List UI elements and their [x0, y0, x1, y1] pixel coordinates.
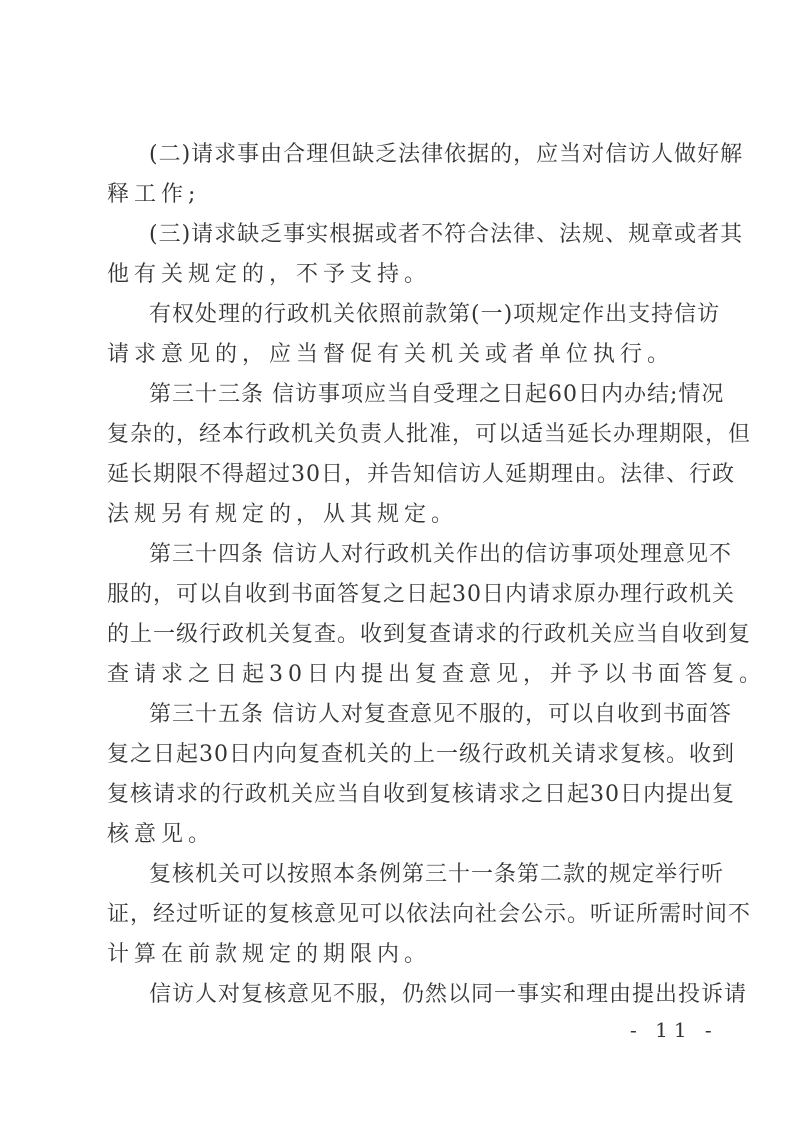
text-line: 延长期限不得超过30日，并告知信访人延期理由。法律、行政 [107, 462, 735, 487]
text-line: 第三十五条 信访人对复查意见不服的，可以自收到书面答 [149, 702, 732, 727]
text-line: 释工作; [107, 182, 201, 207]
text-line: 复核机关可以按照本条例第三十一条第二款的规定举行听 [149, 862, 725, 887]
text-line: 计算在前款规定的期限内。 [107, 942, 432, 967]
text-line: 有权处理的行政机关依照前款第(一)项规定作出支持信访 [149, 302, 721, 327]
text-line: 查请求之日起30日内提出复查意见，并予以书面答复。 [107, 662, 766, 687]
text-line: (二)请求事由合理但缺乏法律依据的，应当对信访人做好解 [149, 142, 744, 167]
text-line: 服的，可以自收到书面答复之日起30日内请求原办理行政机关 [107, 582, 735, 607]
page-number: - 11 - [630, 1018, 718, 1042]
text-line: 复之日起30日内向复查机关的上一级行政机关请求复核。收到 [107, 742, 735, 767]
text-line: 核意见。 [107, 822, 216, 847]
text-line: 复杂的，经本行政机关负责人批准，可以适当延长办理期限，但 [107, 422, 752, 447]
text-line: 的上一级行政机关复查。收到复查请求的行政机关应当自收到复 [107, 622, 752, 647]
document-body [107, 135, 766, 1015]
text-line: (三)请求缺乏事实根据或者不符合法律、法规、规章或者其 [149, 222, 744, 247]
text-line: 第三十三条 信访事项应当自受理之日起60日内办结;情况 [149, 382, 725, 407]
text-line: 复核请求的行政机关应当自收到复核请求之日起30日内提出复 [107, 782, 735, 807]
text-line: 证，经过听证的复核意见可以依法向社会公示。听证所需时间不 [107, 902, 752, 927]
text-line: 法规另有规定的，从其规定。 [107, 502, 459, 527]
text-line: 请求意见的，应当督促有关机关或者单位执行。 [107, 342, 675, 367]
text-line: 第三十四条 信访人对行政机关作出的信访事项处理意见不 [149, 542, 732, 567]
text-line: 他有关规定的，不予支持。 [107, 262, 432, 287]
text-line: 信访人对复核意见不服，仍然以同一事实和理由提出投诉请 [149, 982, 748, 1007]
